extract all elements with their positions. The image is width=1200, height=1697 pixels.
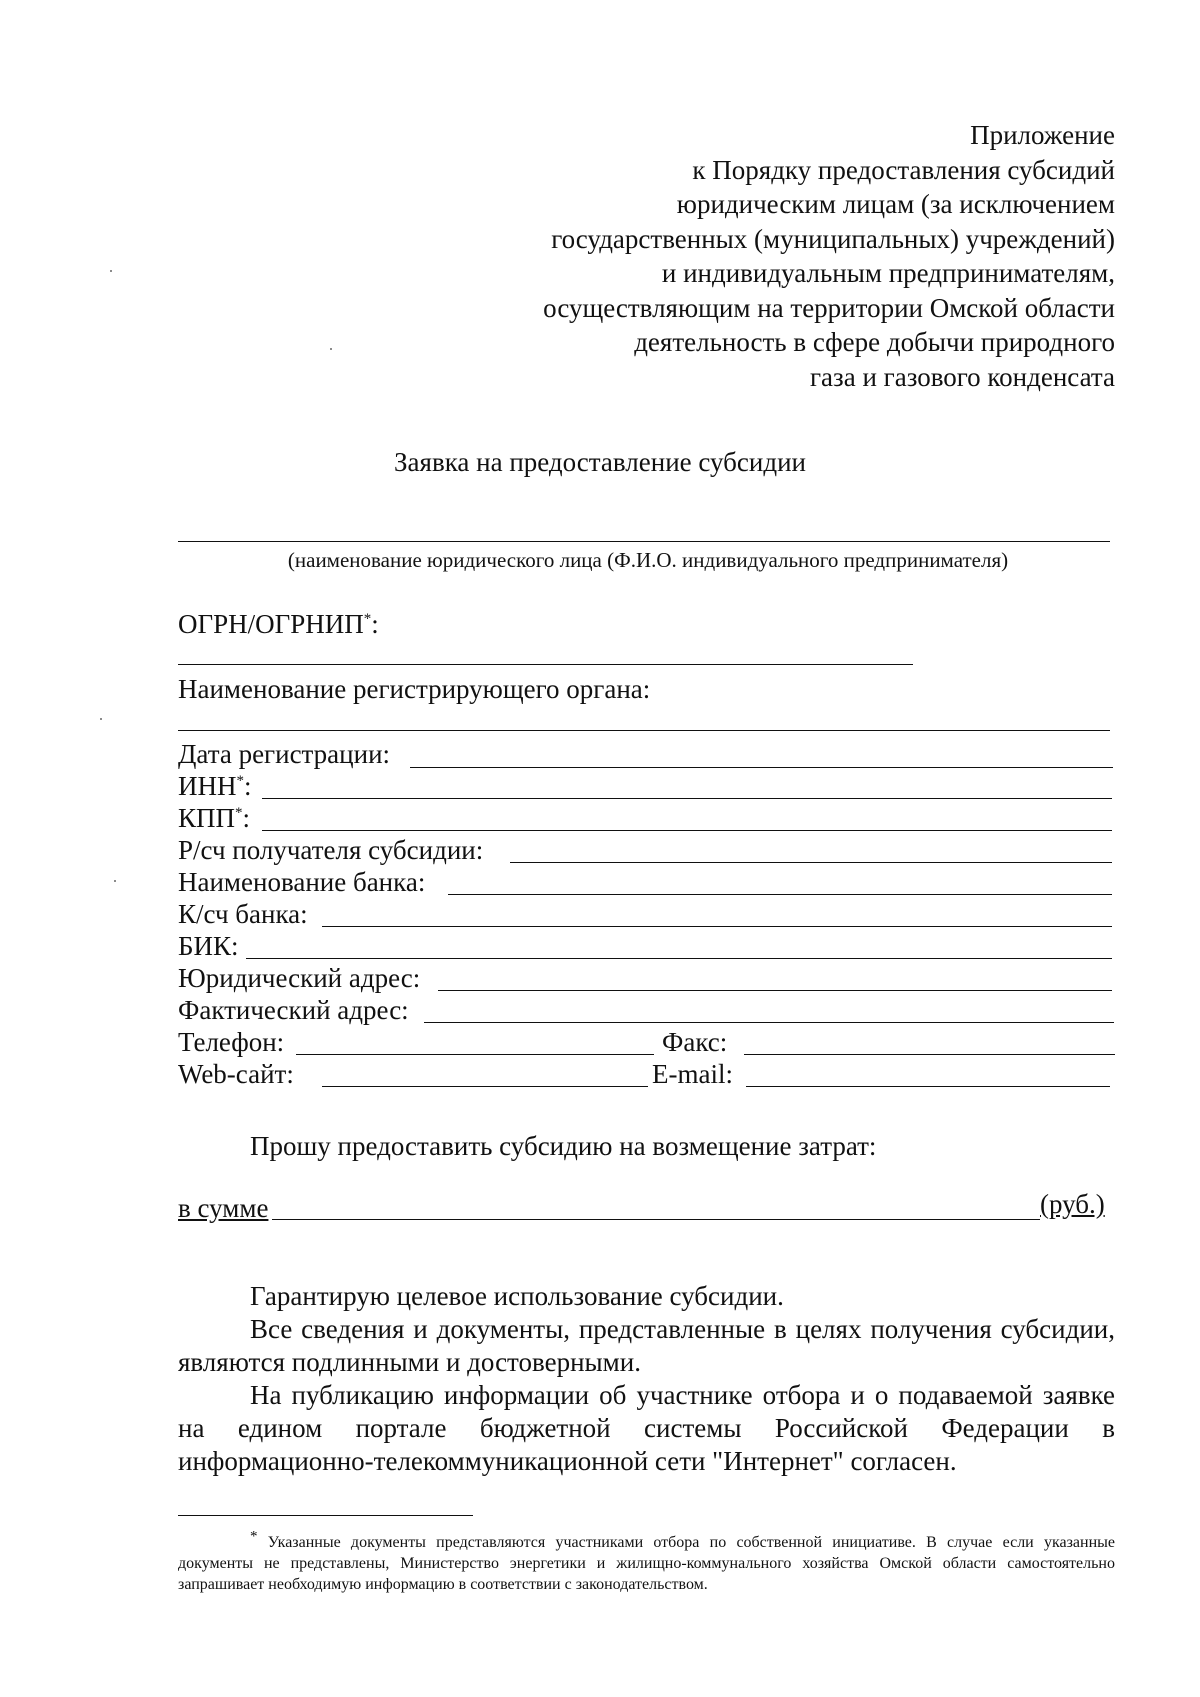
appendix-line: юридическим лицам (за исключением bbox=[676, 189, 1115, 219]
reg-date-field[interactable] bbox=[410, 767, 1113, 768]
scan-speck bbox=[100, 718, 102, 720]
corr-account-field[interactable] bbox=[322, 926, 1112, 927]
footnote bbox=[178, 1528, 1115, 1595]
appendix-line: Приложение bbox=[970, 120, 1115, 150]
legal-address-label: Юридический адрес: bbox=[178, 963, 421, 993]
actual-address-label: Фактический адрес: bbox=[178, 995, 409, 1025]
request-text: Прошу предоставить субсидию на возмещение затрат: bbox=[250, 1131, 877, 1161]
inn-field[interactable] bbox=[262, 798, 1112, 799]
appendix-line: осуществляющим на территории Омской области bbox=[543, 292, 1115, 323]
appendix-line: к Порядку предоставления субсидий bbox=[692, 154, 1115, 185]
guarantee-paragraph-1: Гарантирую целевое использование субсидии. bbox=[250, 1281, 784, 1311]
inn-label: ИНН*: bbox=[178, 771, 252, 801]
appendix-line: газа и газового конденсата bbox=[809, 361, 1115, 392]
guarantee-paragraph-3: На публикацию информации об участнике отбора и о подаваемой заявке на едином портале бюджетной системы Российской Федерации в информационно-телекоммуникационной сети "Интернет" согласен. bbox=[178, 1380, 1115, 1476]
appendix-header bbox=[543, 118, 1115, 394]
bank-name-field[interactable] bbox=[448, 894, 1112, 895]
amount-field[interactable] bbox=[272, 1219, 1040, 1220]
fax-field[interactable] bbox=[744, 1054, 1115, 1055]
reg-body-label: Наименование регистрирующего органа: bbox=[178, 674, 651, 704]
scan-speck bbox=[114, 880, 116, 882]
footnote-mark: * bbox=[250, 1528, 258, 1545]
footnote-separator bbox=[178, 1515, 473, 1516]
phone-label: Телефон: bbox=[178, 1027, 285, 1057]
scan-speck bbox=[330, 348, 332, 350]
legal-address-field[interactable] bbox=[438, 990, 1112, 991]
entity-name-caption: (наименование юридического лица (Ф.И.О. индивидуального предпринимателя) bbox=[287, 548, 1009, 572]
website-field[interactable] bbox=[322, 1086, 648, 1087]
appendix-line: государственных (муниципальных) учреждений) bbox=[551, 223, 1115, 254]
email-label: E-mail: bbox=[652, 1059, 733, 1089]
account-field[interactable] bbox=[510, 862, 1112, 863]
bank-name-label: Наименование банка: bbox=[178, 867, 426, 897]
fax-label: Факс: bbox=[662, 1027, 728, 1057]
reg-body-field[interactable] bbox=[178, 730, 1110, 731]
amount-label: в сумме bbox=[178, 1193, 269, 1223]
scan-speck bbox=[110, 270, 112, 272]
document-title: Заявка на предоставление субсидии bbox=[394, 447, 806, 477]
bik-field[interactable] bbox=[246, 958, 1112, 959]
reg-date-label: Дата регистрации: bbox=[178, 739, 391, 769]
ogrn-field[interactable] bbox=[178, 664, 913, 665]
appendix-line: деятельность в сфере добычи природного bbox=[634, 327, 1115, 357]
actual-address-field[interactable] bbox=[424, 1022, 1114, 1023]
appendix-line: и индивидуальным предпринимателям, bbox=[661, 258, 1115, 288]
guarantee-paragraph-2: Все сведения и документы, представленные в целях получения субсидии, являются подлинными и достоверными. bbox=[178, 1314, 1115, 1377]
bik-label: БИК: bbox=[178, 931, 239, 961]
account-label: Р/сч получателя субсидии: bbox=[178, 835, 484, 865]
entity-name-field[interactable] bbox=[178, 541, 1110, 542]
kpp-field[interactable] bbox=[262, 830, 1112, 831]
footnote-text: Указанные документы представляются участниками отбора по собственной инициативе. В случае если указанные документы не представлены, Министерство энергетики и жилищно-коммунального хозяйства Омской области самостоятельно запрашивает необходимую информацию в соответствии с законодательством. bbox=[178, 1534, 1115, 1593]
currency-label: (руб.) bbox=[1040, 1189, 1105, 1219]
kpp-label: КПП*: bbox=[178, 803, 251, 833]
ogrn-label: ОГРН/ОГРНИП*: bbox=[178, 609, 379, 639]
email-field[interactable] bbox=[746, 1086, 1110, 1087]
website-label: Web-сайт: bbox=[178, 1059, 294, 1089]
corr-account-label: К/сч банка: bbox=[178, 899, 308, 929]
phone-field[interactable] bbox=[296, 1054, 654, 1055]
